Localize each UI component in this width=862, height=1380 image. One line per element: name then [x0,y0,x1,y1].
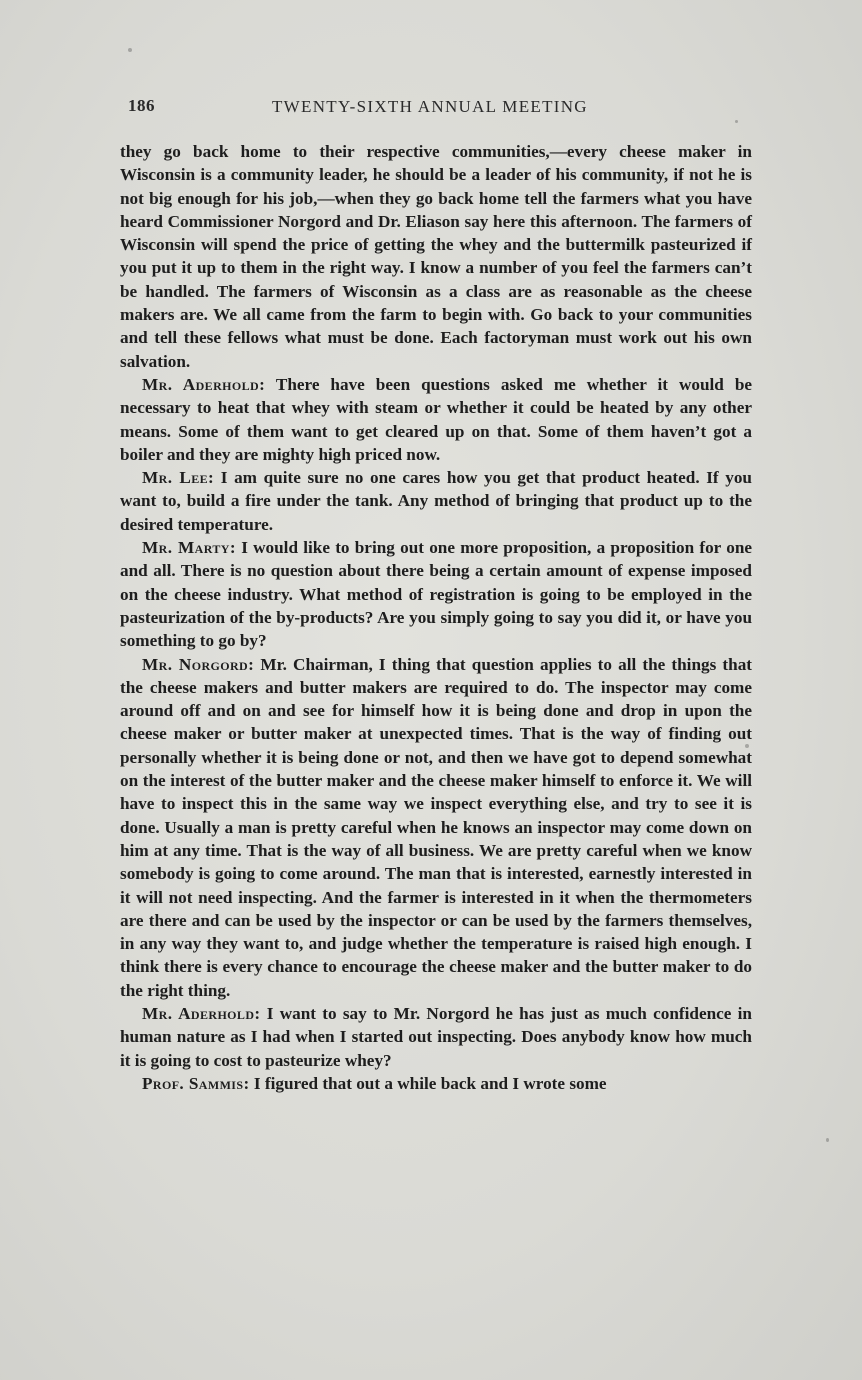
paragraph [120,653,752,1002]
paragraph-text: Mr. Chairman, I thing that question applies to all the things that the cheese makers and butter makers are required to do. The inspector may come around off and on and see for himself how it is being done and drop in upon the cheese maker or butter maker at unexpected times. That is the way of finding out personally whether it is being done or not, and then we have got to depend somewhat on the interest of the butter maker and the cheese maker himself to enforce it. We will have to inspect this in the same way we inspect everything else, and try to see it is done. Usually a man is pretty careful when he knows an inspector may come down on him at any time. That is the way of all business. We are pretty careful when we know somebody is going to come around. The man that is interested, earnestly interested in it will not need inspecting. And the farmer is interested in it when the thermometers are there and can be used by the inspector or can be used by the farmers themselves, in any way they want to, and judge whether the temperature is raised high enough. I think there is every chance to encourage the cheese maker and the butter maker to do the right thing. [120,654,753,1000]
paragraph [120,466,752,536]
ink-speck [128,48,132,52]
paragraph [120,536,752,652]
paragraph-text: I would like to bring out one more proposition, a proposition for one and all. There is no question about there being a certain amount of expense imposed on the cheese industry. What method of registration is going to be employed in the pasteurization of the by-products? Are you simply going to say you did it, or have you something to go by? [120,538,753,651]
paragraph [120,140,752,373]
paragraph-text: There have been questions asked me whether it would be necessary to heat that whey with steam or whether it could be heated by any other means. Some of them want to get cleared up on that. Some of them haven’t got a boiler and they are mighty high priced now. [120,374,753,464]
speaker-name: Mr. Aderhold: [142,1003,261,1023]
paragraph-text: I am quite sure no one cares how you get that product heated. If you want to, build a fire under the tank. Any method of bringing that product up to the desired temperature. [120,468,752,534]
running-title: TWENTY-SIXTH ANNUAL MEETING [272,97,588,116]
ink-speck [735,120,738,123]
speaker-name: Mr. Marty: [142,538,236,558]
speaker-name: Prof. Sammis: [142,1073,250,1093]
body-text [120,140,752,1095]
paragraph [120,1002,752,1072]
page-number: 186 [128,96,155,115]
speaker-name: Mr. Norgord: [142,654,255,674]
paragraph-text: I want to say to Mr. Norgord he has just as much confidence in human nature as I had when I started out inspecting. Does anybody know how much it is going to cost to pasteurize whey? [120,1003,752,1070]
paragraph-text: they go back home to their respective communities,—every cheese maker in Wisconsin is a community leader, he should be a leader of his community, if not he is not big enough for his job,—when they go back home tell the farmers what you have heard Commissioner Norgord and Dr. Eliason say here this afternoon. The farmers of Wisconsin will spend the price of getting the whey and the buttermilk pasteurized if you put it up to them in the right way. I know a number of you feel the farmers can’t be handled. The farmers of Wisconsin as a class are as reasonable as the cheese makers are. We all came from the farm to begin with. Go back to your communities and tell these fellows what must be done. Each factoryman must work out his own salvation. [120,142,752,371]
speaker-name: Mr. Lee: [142,468,215,488]
page-header [128,96,628,124]
ink-speck [826,1138,829,1142]
speaker-name: Mr. Aderhold: [142,374,266,394]
paragraph [120,373,752,466]
paragraph-text: I figured that out a while back and I wrote some [253,1073,607,1093]
paragraph [120,1072,752,1095]
